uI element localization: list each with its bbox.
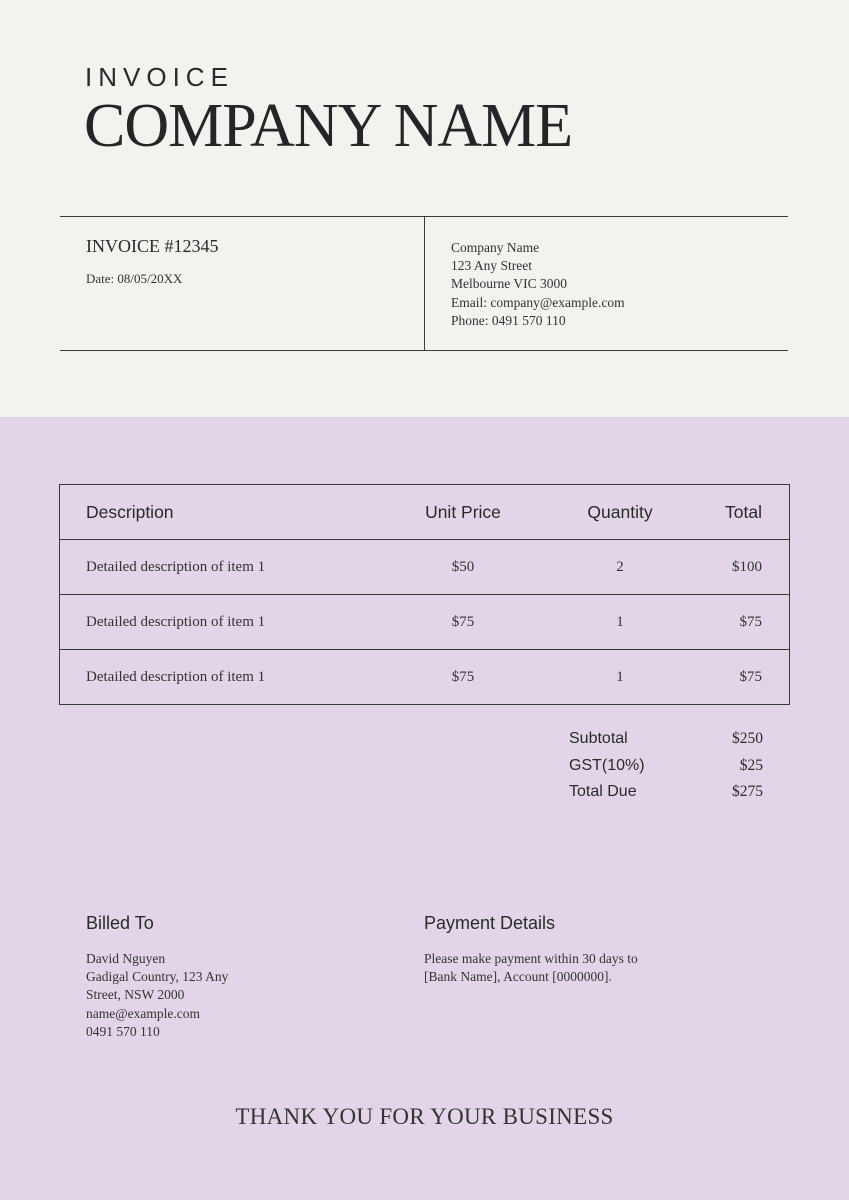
gst-value: $25 <box>739 756 763 774</box>
billed-phone: 0491 570 110 <box>86 1023 160 1039</box>
payment-details-text: Please make payment within 30 days to [Bank Name], Account [0000000]. <box>424 951 638 985</box>
table-row <box>60 595 790 650</box>
billed-street-2: Street, NSW 2000 <box>86 987 185 1003</box>
subtotal-label: Subtotal <box>569 730 628 748</box>
gst-row <box>569 753 763 780</box>
row-total: $75 <box>701 650 790 705</box>
payment-details-heading: Payment Details <box>424 913 556 933</box>
items-table <box>59 484 790 705</box>
header-unit-price: Unit Price <box>387 485 539 540</box>
row-description: Detailed description of item 1 <box>60 650 388 705</box>
header-description: Description <box>60 485 388 540</box>
row-total: $75 <box>701 595 790 650</box>
row-description: Detailed description of item 1 <box>60 595 388 650</box>
billed-to-heading: Billed To <box>86 913 154 933</box>
row-unit-price: $75 <box>387 650 539 705</box>
subtotal-value: $250 <box>732 730 763 748</box>
total-due-label: Total Due <box>569 783 637 801</box>
sender-city: Melbourne VIC 3000 <box>451 276 567 292</box>
billed-street-1: Gadigal Country, 123 Any <box>86 969 229 985</box>
row-unit-price: $50 <box>387 540 539 595</box>
sender-company: Company Name <box>451 240 540 255</box>
sender-address <box>451 239 625 330</box>
totals-block <box>569 726 763 806</box>
total-due-value: $275 <box>732 783 763 801</box>
sender-email: Email: company@example.com <box>451 294 625 310</box>
row-description: Detailed description of item 1 <box>60 540 388 595</box>
thank-you-message: THANK YOU FOR YOUR BUSINESS <box>235 1104 614 1129</box>
header-quantity: Quantity <box>539 485 701 540</box>
gst-label: GST(10%) <box>569 756 645 774</box>
header-total: Total <box>701 485 790 540</box>
company-title: COMPANY NAME <box>84 92 573 160</box>
table-row <box>60 540 790 595</box>
sender-street: 123 Any Street <box>451 258 532 274</box>
billed-name: David Nguyen <box>86 951 166 966</box>
billed-to-address <box>86 950 286 1041</box>
sender-phone: Phone: 0491 570 110 <box>451 312 566 328</box>
row-quantity: 1 <box>539 595 701 650</box>
header-divider-vertical <box>424 217 425 351</box>
billed-email: name@example.com <box>86 1005 201 1021</box>
invoice-date: Date: 08/05/20XX <box>86 271 183 286</box>
row-unit-price: $75 <box>387 595 539 650</box>
row-quantity: 2 <box>539 540 701 595</box>
document-label: INVOICE <box>85 62 234 92</box>
invoice-number: INVOICE #12345 <box>86 236 219 256</box>
table-row <box>60 650 790 705</box>
table-header-row <box>60 485 790 540</box>
total-due-row <box>569 779 763 806</box>
row-quantity: 1 <box>539 650 701 705</box>
row-total: $100 <box>701 540 790 595</box>
subtotal-row <box>569 726 763 753</box>
